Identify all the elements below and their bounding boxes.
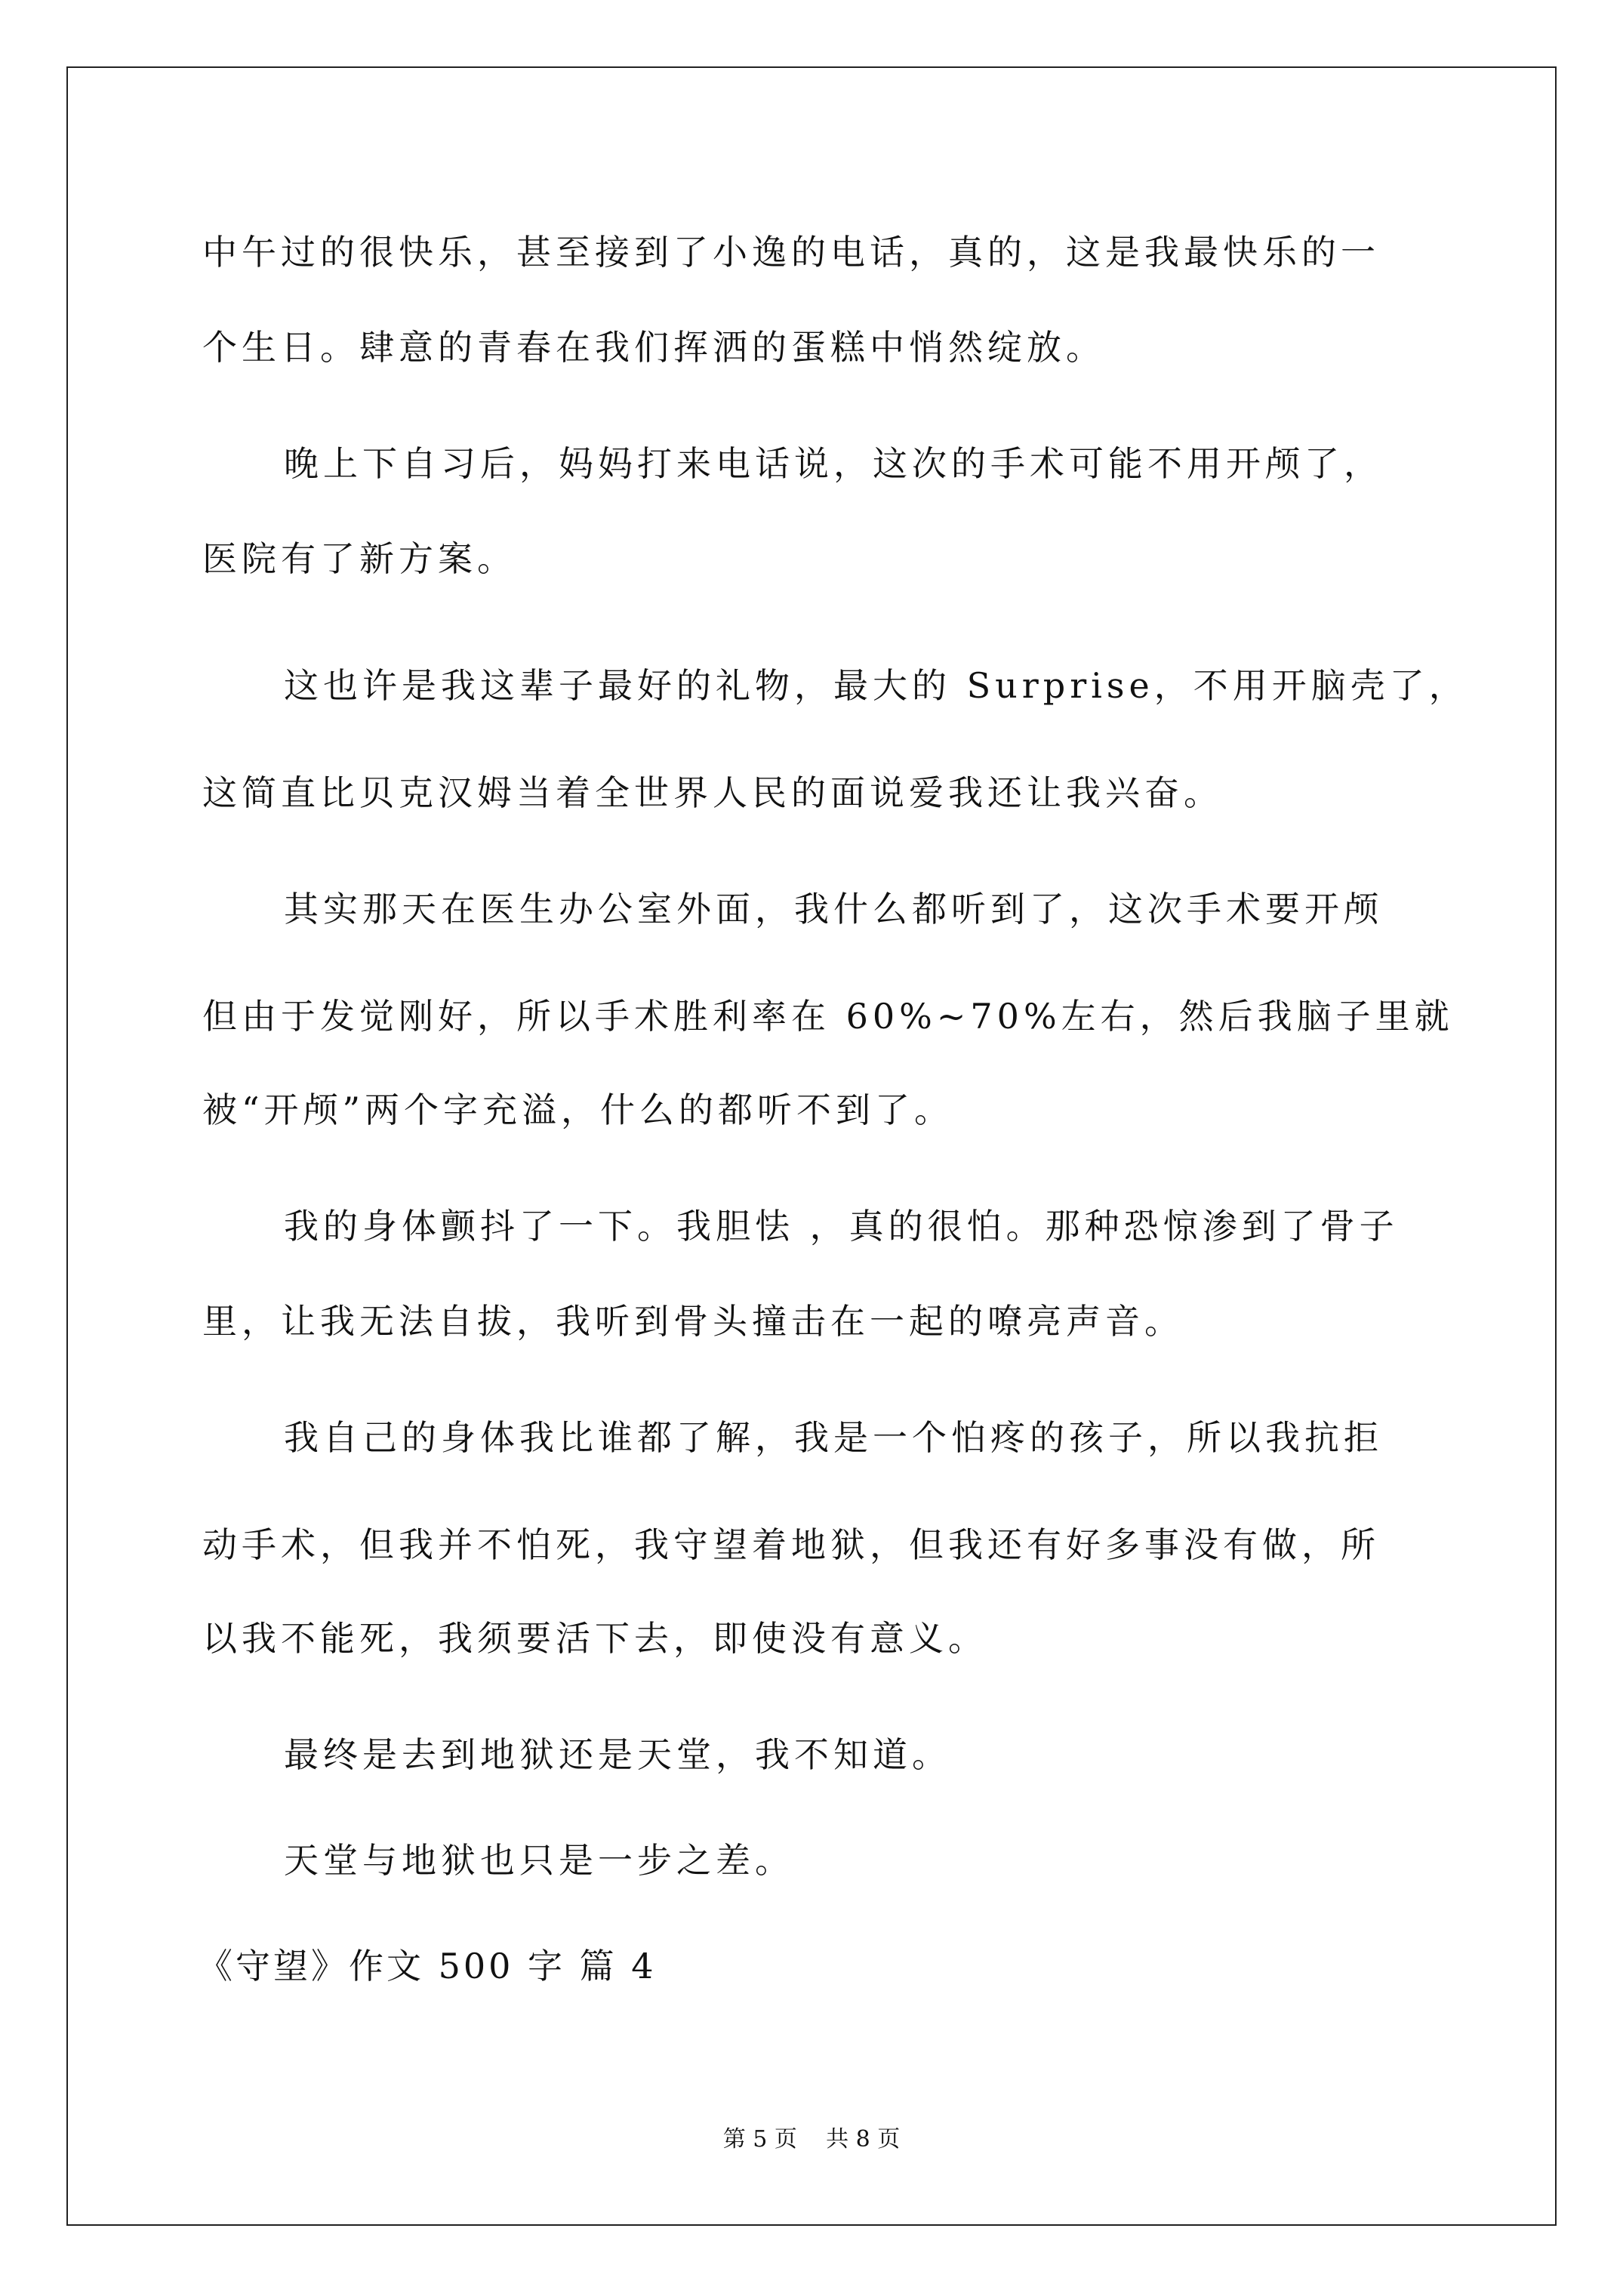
paragraph-2-line-2: 医院有了新方案。	[202, 538, 516, 579]
paragraph-5-line-2: 里，让我无法自拔，我听到骨头撞击在一起的嘹亮声音。	[202, 1301, 1184, 1342]
paragraph-1-line-2: 个生日。肆意的青春在我们挥洒的蛋糕中悄然绽放。	[202, 327, 1105, 368]
paragraph-8-line-1: 天堂与地狱也只是一步之差。	[284, 1840, 794, 1881]
paragraph-6-line-2: 动手术，但我并不怕死，我守望着地狱，但我还有好多事没有做，所	[202, 1524, 1380, 1565]
paragraph-4-line-3: 被“开颅”两个字充溢，什么的都听不到了。	[202, 1089, 954, 1130]
paragraph-3-line-2: 这简直比贝克汉姆当着全世界人民的面说爱我还让我兴奋。	[202, 772, 1223, 813]
page-border	[66, 66, 1557, 2226]
section-heading: 《守望》作文 500 字 篇 4	[198, 1946, 657, 1986]
page-footer: 第 5 页 共 8 页	[722, 2126, 901, 2153]
paragraph-6-line-3: 以我不能死，我须要活下去，即使没有意义。	[202, 1618, 987, 1659]
paragraph-4-line-2: 但由于发觉刚好，所以手术胜利率在 60%~70%左右，然后我脑子里就	[202, 996, 1454, 1037]
paragraph-7-line-1: 最终是去到地狱还是天堂，我不知道。	[284, 1734, 951, 1775]
paragraph-6-line-1: 我自己的身体我比谁都了解，我是一个怕疼的孩子，所以我抗拒	[284, 1417, 1383, 1458]
paragraph-5-line-1: 我的身体颤抖了一下。我胆怯 ，真的很怕。那种恐惊渗到了骨子	[284, 1206, 1399, 1247]
paragraph-3-line-1: 这也许是我这辈子最好的礼物，最大的 Surprise，不用开脑壳了，	[284, 665, 1468, 706]
paragraph-2-line-1: 晚上下自习后，妈妈打来电话说，这次的手术可能不用开颅了，	[284, 443, 1383, 484]
paragraph-1-line-1: 中午过的很快乐，甚至接到了小逸的电话，真的，这是我最快乐的一	[202, 232, 1380, 273]
paragraph-4-line-1: 其实那天在医生办公室外面，我什么都听到了，这次手术要开颅	[284, 889, 1383, 929]
